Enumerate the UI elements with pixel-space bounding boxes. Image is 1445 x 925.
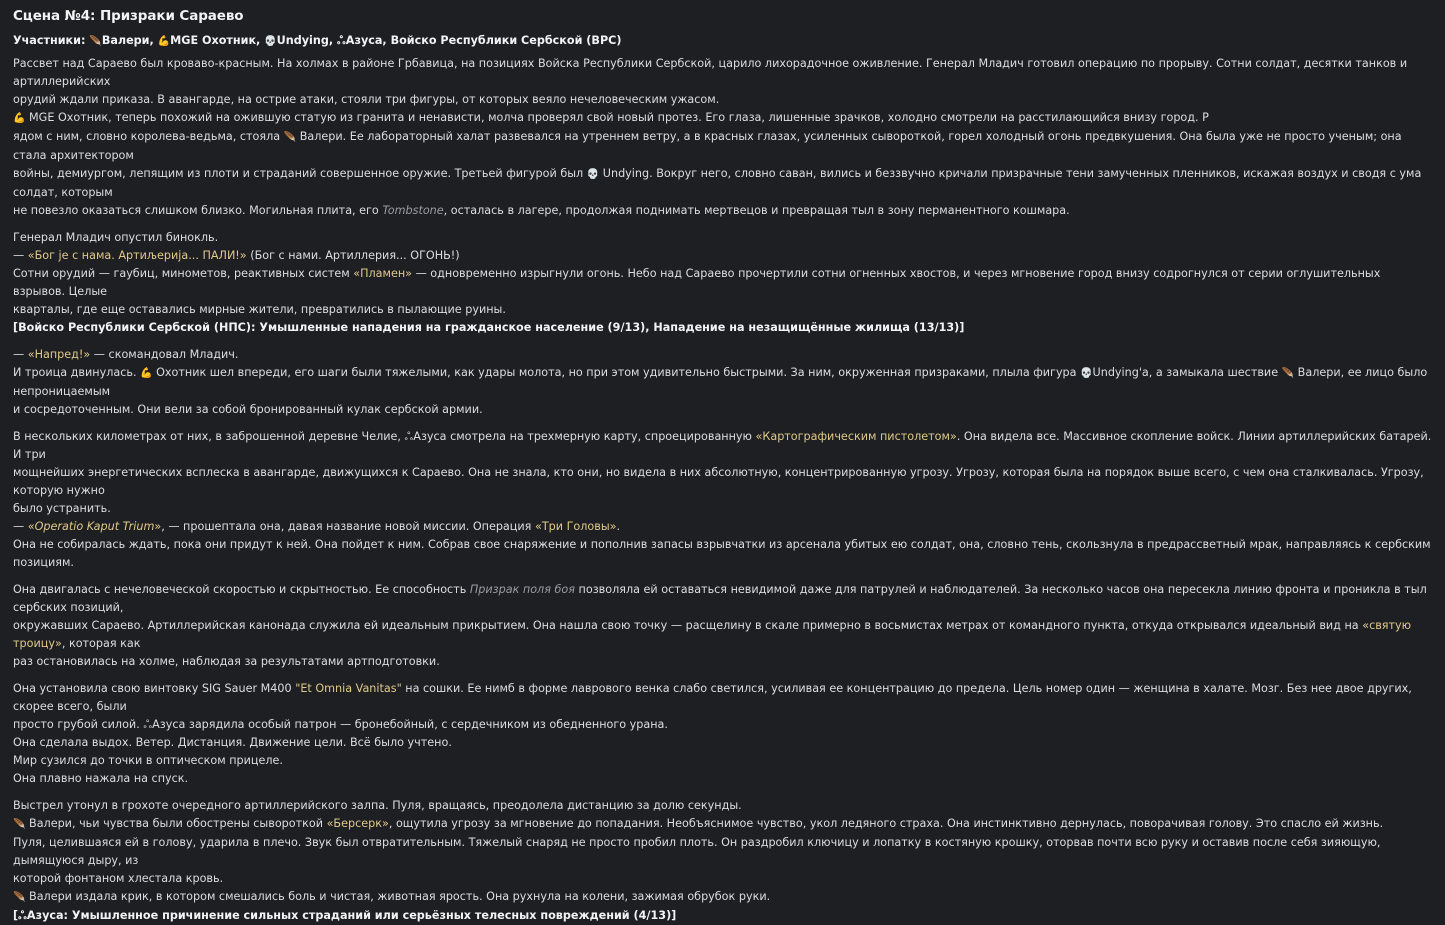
paragraph-line — [13, 428, 1433, 464]
text-span: ядом с ним, словно королева-ведьма, стояла — [13, 130, 281, 143]
text-span: , ощутила угрозу за мгновение до попадания. Необъяснимое чувство, укол ледяного страха. Она инстинктивно дернулась, поворачивая голову. Это спасло ей жизнь. — [388, 817, 1384, 830]
paragraph-line: Пуля, целившаяся ей в голову, ударила в плечо. Звук был отвратительным. Тяжелый снаряд не просто пробил плоть. Он раздробил ключицу и лопатку в костяную крошку, оторвав почти всю руку и оставив после себя зияющую, дымящуюся дыру, из — [13, 836, 1381, 867]
text-span: В нескольких километрах от них, в заброшенной деревне Челие, — [13, 430, 401, 443]
paragraph-line — [13, 346, 1433, 364]
paragraph-line — [13, 888, 1433, 907]
text-span: Undying. Вокруг него, словно саван, вились и беззвучно кричали призрачные тени замученных пленников, искажая воздух и сводя с ума солдат, которым — [13, 167, 1422, 199]
paragraph-line: орудий ждали приказа. В авангарде, на острие атаки, стояли три фигуры, от которых веяло нечеловеческим ужасом. — [13, 93, 720, 106]
italic-term: Tombstone — [382, 204, 444, 217]
flexed-biceps-icon: 💪 — [13, 113, 26, 124]
quote-open: « — [27, 520, 35, 533]
quote-highlight: «Берсерк» — [326, 817, 389, 830]
paragraph-line: Она плавно нажала на спуск. — [13, 772, 189, 785]
flexed-biceps-icon: 💪 — [140, 368, 153, 379]
text-span: Она двигалась с нечеловеческой скоростью и скрытностью. Ее способность — [13, 583, 467, 596]
paragraph-line — [13, 202, 1433, 220]
paragraph-line — [13, 716, 1433, 734]
participant-valeri: Валери, — [101, 34, 154, 47]
paragraph-line: мощнейших энергетических всплеска в авангарде, движущихся к Сараево. Она не знала, кто они, но видела в них абсолютную, концентрированную угрозу. Угрозу, которая была на порядок выше всего, с чем она сталкивалась. Угрозу, которую нужно — [13, 466, 1424, 497]
text-span: Валери. Ее лабораторный халат развевался на утреннем ветру, а в красных глазах, усиленных сывороткой, горел холодный огонь предвкушения. Она была уже не просто ученым; она стала архитектором — [13, 130, 1402, 162]
text-span: Азуса: Умышленное причинение сильных страданий или серьёзных телесных повреждений (4/13)] — [26, 909, 677, 922]
quote-highlight: «святую троицу» — [13, 619, 1412, 650]
dash: — — [13, 348, 25, 361]
feather-icon: 🪶 — [13, 892, 26, 903]
text-span: MGE Охотник, теперь похожий на ожившую статую из гранита и ненависти, молча проверял свой новый протез. Его глаза, лишенные зрачков, холодно смотрели на расстилающийся внизу город. Р — [29, 111, 1209, 124]
paragraph-line — [13, 518, 1433, 536]
text-span: Валери издала крик, в котором смешались боль и чистая, животная ярость. Она рухнула на колени, зажимая обрубок руки. — [29, 890, 771, 903]
participant-azusa: Азуса, — [345, 34, 387, 47]
azusa-symbol-icon: ஃ — [404, 430, 414, 443]
text-span: , которая как — [61, 637, 141, 650]
paragraph-line — [13, 265, 1433, 301]
dash: — — [13, 249, 25, 262]
quote-highlight: «Бог је с нама. Артиљерија... ПАЛИ!» — [27, 249, 247, 262]
text-span: просто грубой силой. — [13, 718, 140, 731]
paragraph-line — [13, 617, 1433, 653]
quote-close: » — [154, 520, 162, 533]
text-span: Азуса смотрела на трехмерную карту, спроецированную — [413, 430, 752, 443]
participants-label: Участники: — [13, 34, 86, 47]
skull-icon: 💀 — [264, 36, 277, 47]
text-span: Undying'а, а замыкала шествие — [1092, 366, 1279, 379]
azusa-symbol-icon: ஃ — [18, 909, 27, 922]
skull-icon: 💀 — [1080, 368, 1093, 379]
paragraph-line: было устранить. — [13, 502, 111, 515]
participant-mge-hunter: MGE Охотник, — [170, 34, 261, 47]
text-span: , осталась в лагере, продолжая поднимать мертвецов и превращая тыл в зону перманентного кошмара. — [443, 204, 1070, 217]
text-span: , — прошептала она, давая название новой миссии. Операция — [161, 520, 532, 533]
paragraph-line — [13, 581, 1433, 617]
quote-highlight: «Напред!» — [27, 348, 91, 361]
paragraph-line: кварталы, где еще оставались мирные жители, превратились в пылающие руины. — [13, 303, 506, 316]
status-line: [Войско Республики Сербской (НПС): Умышленные нападения на гражданское население (9/13), Нападение на незащищённые жилища (13/13)] — [13, 321, 965, 334]
paragraph-line — [13, 165, 1433, 202]
paragraph-line: Мир сузился до точки в оптическом прицеле. — [13, 754, 283, 767]
paragraph-line — [13, 815, 1433, 834]
text-span: И троица двинулась. — [13, 366, 137, 379]
paragraph-line: Она сделала выдох. Ветер. Дистанция. Движение цели. Всё было учтено. — [13, 736, 452, 749]
paragraph-line: Она не собиралась ждать, пока они придут к ней. Она пойдет к ним. Собрав свое снаряжение и пополнив запасы взрывчатки из арсенала убитых ею солдат, она, словно тень, скользнула в предрассветный мрак, направляясь к сербским позициям. — [13, 538, 1431, 569]
paragraph-line: которой фонтаном хлестала кровь. — [13, 872, 224, 885]
mission-name: Operatio Kaput Trium — [34, 520, 155, 533]
azusa-symbol-icon: ஃ — [337, 34, 346, 47]
text-span: Валери, ее лицо было непроницаемым — [13, 366, 1428, 398]
participants-line — [13, 32, 1433, 51]
text-span: . — [616, 520, 621, 533]
feather-icon: 🪶 — [13, 819, 26, 830]
participant-undying: Undying, — [276, 34, 334, 47]
paragraph-line: раз остановилась на холме, наблюдая за результатами артподготовки. — [13, 655, 440, 668]
paragraph-line — [13, 364, 1433, 401]
dash: — — [13, 520, 25, 533]
paragraph-line — [13, 680, 1433, 716]
feather-icon: 🪶 — [283, 132, 297, 143]
paragraph-line — [13, 128, 1433, 165]
quote-highlight: «Пламен» — [353, 267, 412, 280]
bracket-open: [ — [13, 909, 19, 922]
status-line — [13, 907, 1433, 925]
quote-highlight: «Картографическим пистолетом» — [755, 430, 957, 443]
paragraph-line: и сосредоточенным. Они вели за собой бронированный кулак сербской армии. — [13, 403, 483, 416]
text-span: Она установила свою винтовку SIG Sauer M400 — [13, 682, 292, 695]
text-span: окружавших Сараево. Артиллерийская канонада служила ей идеальным прикрытием. Она нашла свою точку — расщелину в скале примерно в восьмистах метрах от командного пункта, откуда открывался идеальный вид на — [13, 619, 1359, 632]
paragraph-line: Выстрел утонул в грохоте очередного артиллерийского залпа. Пуля, вращаясь, преодолела дистанцию за долю секунды. — [13, 799, 742, 812]
text-span: Охотник шел впереди, его шаги были тяжелыми, как удары молота, но при этом удивительно быстрыми. За ним, окруженная призраками, плыла фигура — [156, 366, 1077, 379]
text-span: — одновременно изрыгнули огонь. Небо над Сараево прочертили сотни огненных хвостов, и через мгновение город внизу содрогнулся от серии оглушительных взрывов. Целые — [13, 267, 1381, 298]
text-span: на сошки. Ее нимб в форме лаврового венка слабо светился, усиливая ее концентрацию до предела. Цель номер один — женщина в халате. Мозг. Без нее двое других, скорее всего, были — [13, 682, 1412, 713]
text-span: Валери, чьи чувства были обострены сывороткой — [29, 817, 324, 830]
paragraph-line — [13, 109, 1433, 128]
quote-highlight: "Et Omnia Vanitas" — [295, 682, 402, 695]
azusa-symbol-icon: ஃ — [143, 718, 153, 731]
feather-icon: 🪶 — [89, 36, 102, 47]
paragraph-line — [13, 247, 1433, 265]
text-span: позволяла ей оставаться невидимой даже для патрулей и наблюдателей. За несколько часов она пересекла линию фронта и проникла в тыл сербских позиций, — [13, 583, 1427, 614]
text-span: Азуса зарядила особый патрон — бронебойный, с сердечником из обедненного урана. — [152, 718, 668, 731]
text-span: . Она видела все. Массивное скопление войск. Линии артиллерийских батарей. И три — [13, 430, 1432, 461]
text-span: войны, демиургом, лепящим из плоти и страданий совершенное оружие. Третьей фигурой был — [13, 167, 584, 180]
paragraph-line: Рассвет над Сараево был кроваво-красным. На холмах в районе Грбавица, на позициях Войска Республики Сербской, царило лихорадочное оживление. Генерал Младич готовил операцию по прорыву. Сотни солдат, десятки танков и артиллерийских — [13, 57, 1408, 88]
italic-term: Призрак поля боя — [469, 583, 575, 596]
paragraph-line: Генерал Младич опустил бинокль. — [13, 231, 219, 244]
quote-highlight: «Три Головы» — [534, 520, 617, 533]
skull-icon: 💀 — [586, 169, 600, 180]
feather-icon: 🪶 — [1281, 368, 1295, 379]
participant-vrs: Войско Республики Сербской (ВРС) — [390, 34, 622, 47]
flexed-biceps-icon: 💪 — [157, 36, 171, 47]
scene-title: Сцена №4: Призраки Сараево — [13, 8, 244, 24]
text-span: — скомандовал Младич. — [93, 348, 239, 361]
text-span: Сотни орудий — гаубиц, минометов, реактивных систем — [13, 267, 350, 280]
text-span: (Бог с нами. Артиллерия... ОГОНЬ!) — [250, 249, 460, 262]
text-span: не повезло оказаться слишком близко. Могильная плита, его — [13, 204, 379, 217]
